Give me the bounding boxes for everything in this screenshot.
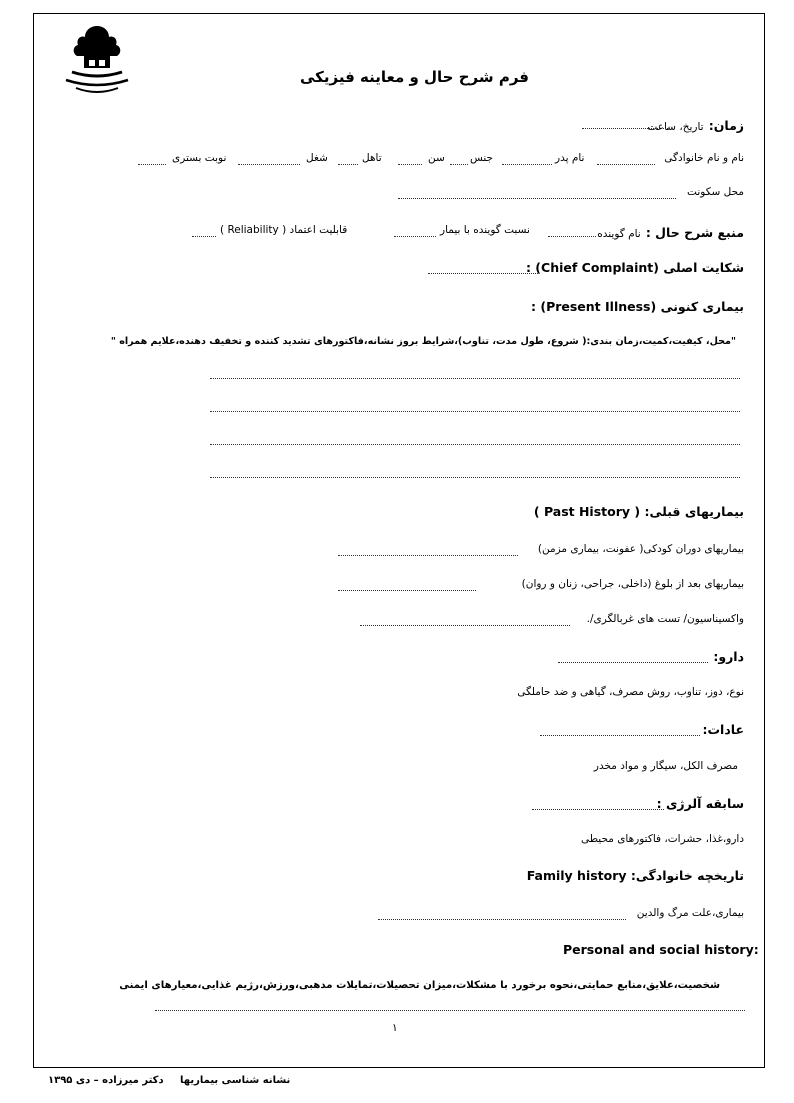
family-history-sublabel: بیماری،علت مرگ والدین [636,907,744,919]
footer-course: نشانه شناسی بیماریها [180,1075,291,1086]
time-sublabel: تاریخ، ساعت [647,121,704,133]
drugs-sublabel: نوع، دوز، تناوب، روش مصرف، گیاهی و ضد حاملگی [517,686,744,698]
page-number: ۱ [392,1022,398,1034]
admission-field[interactable] [138,164,166,165]
chief-complaint-field[interactable] [428,273,538,274]
job-label: شغل [306,152,328,164]
sex-field[interactable] [450,164,468,165]
university-logo [52,22,142,104]
sex-label: جنس [470,152,494,164]
allergy-field[interactable] [532,809,664,810]
name-label: نام و نام خانوادگی [664,152,744,164]
footer-author: دکتر میرزاده – دی ۱۳۹۵ [48,1075,164,1086]
present-illness-hint: "محل، کیفیت،کمیت،زمان بندی:( شروع، طول مدت، تناوب)،شرایط بروز نشانه،فاکتورهای تشدید کننده و تخفیف دهنده،علایم همراه " [110,336,736,347]
father-label: نام پدر [555,152,585,164]
family-history-label: تاریخچه خانوادگی: Family history [526,868,744,883]
source-row [597,222,744,241]
social-history-label: Personal and social history: [563,942,759,957]
admission-label: نوبت بستری [172,152,227,164]
page-title: فرم شرح حال و معاینه فیزیکی [300,68,529,86]
time-label: زمان: [708,118,744,133]
present-illness-line-2[interactable] [210,411,740,412]
job-field[interactable] [238,164,300,165]
age-label: سن [428,152,445,164]
residence-label: محل سکونت [687,186,744,198]
social-history-field[interactable] [155,1010,745,1011]
allergy-label: سابقه آلرژی : [656,796,744,811]
childhood-field[interactable] [338,555,518,556]
habits-field[interactable] [540,735,700,736]
present-illness-line-4[interactable] [210,477,740,478]
source-label: منبع شرح حال : [645,225,744,240]
time-field[interactable] [582,128,670,129]
residence-field[interactable] [398,198,676,199]
age-field[interactable] [398,164,422,165]
habits-label: عادات: [702,722,744,737]
reliability-label: قابلیت اعتماد ( Reliability ) [220,224,348,236]
vaccination-label: واکسیناسیون/ تست های غربالگری/. [586,613,744,625]
present-illness-label: بیماری کنونی (Present Illness) : [530,299,744,314]
allergy-sublabel: دارو،غذا، حشرات، فاکتورهای محیطی [580,833,744,845]
family-history-field[interactable] [378,919,626,920]
marital-label: تاهل [362,152,382,164]
relation-field[interactable] [394,236,436,237]
name-field[interactable] [597,164,655,165]
past-history-label: بیماریهای قبلی: ( Past History ) [533,504,744,519]
drugs-field[interactable] [558,662,708,663]
father-field[interactable] [502,164,552,165]
vaccination-field[interactable] [360,625,570,626]
drugs-label: دارو: [713,649,744,664]
informant-label: نام گوینده [597,228,641,240]
reliability-field[interactable] [192,236,216,237]
informant-field[interactable] [548,236,596,237]
present-illness-line-3[interactable] [210,444,740,445]
social-history-sublabel: شخصیت،علایق،منابع حمایتی،نحوه برخورد با مشکلات،میزان تحصیلات،تمایلات مدهبی،ورزش،رژیم غذایی،معیارهای ایمنی [119,980,720,991]
habits-sublabel: مصرف الکل، سیگار و مواد مخدر [593,760,738,772]
time-row [647,115,744,134]
university-emblem-icon [52,22,142,104]
adult-label: بیماریهای بعد از بلوغ (داخلی، جراحی، زنان و روان) [521,578,744,590]
present-illness-line-1[interactable] [210,378,740,379]
adult-field[interactable] [338,590,476,591]
childhood-label: بیماریهای دوران کودکی( عفونت، بیماری مزمن) [537,543,744,555]
relation-label: نسبت گوینده با بیمار [440,224,530,236]
chief-complaint-label: شکایت اصلی (Chief Complaint) : [525,260,744,275]
marital-field[interactable] [338,164,358,165]
